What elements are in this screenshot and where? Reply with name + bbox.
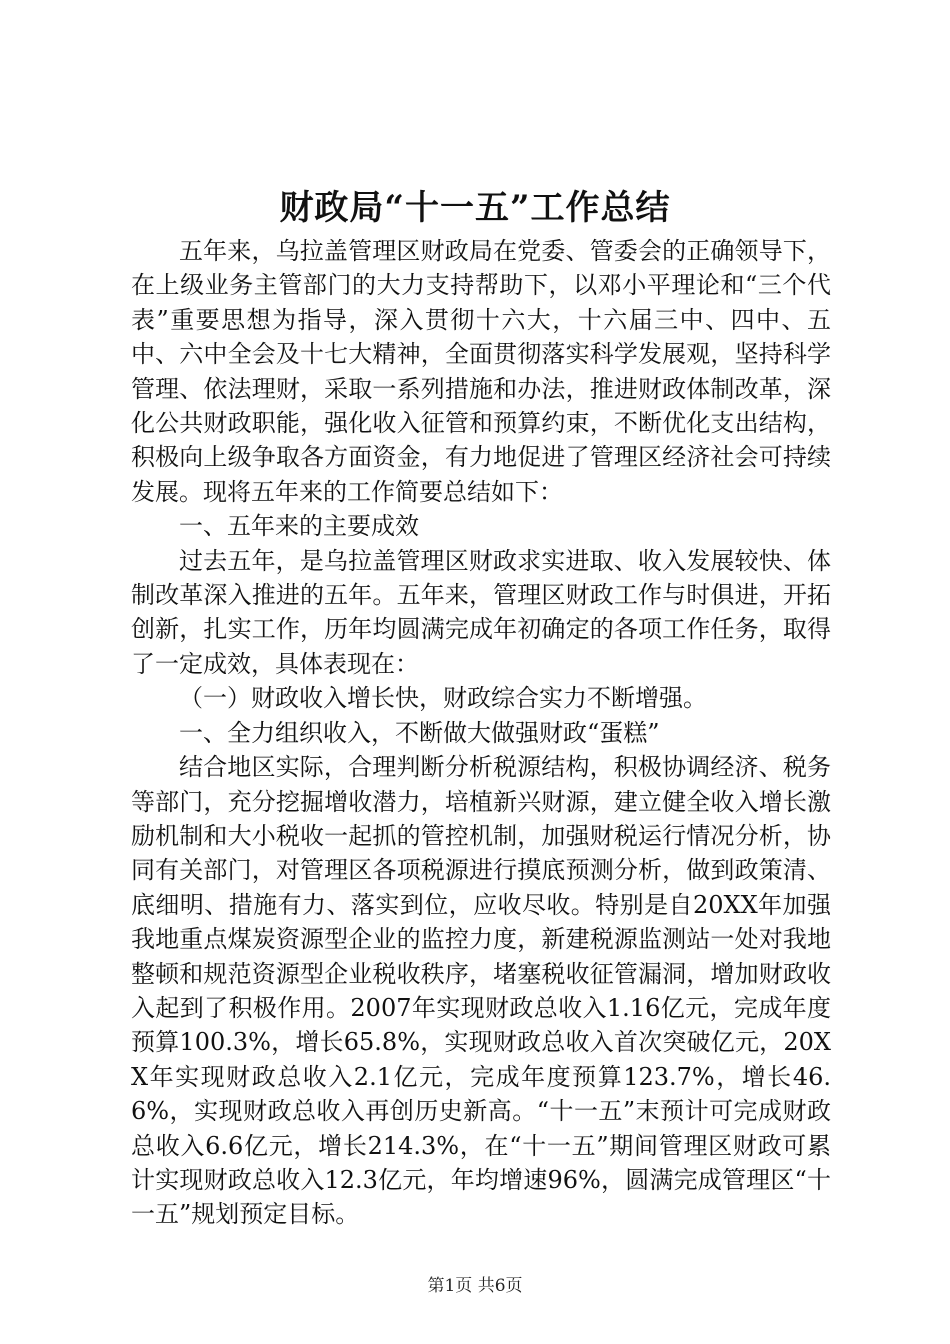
page-footer xyxy=(0,1275,950,1297)
paragraph-intro: 五年来，乌拉盖管理区财政局在党委、管委会的正确领导下，在上级业务主管部门的大力支持帮助下，以邓小平理论和“三个代表”重要思想为指导，深入贯彻十六大，十六届三中、四中、五中、六中全会及十七大精神，全面贯彻落实科学发展观，坚持科学管理、依法理财，采取一系列措施和办法，推进财政体制改革，深化公共财政职能，强化收入征管和预算约束，不断优化支出结构，积极向上级争取各方面资金，有力地促进了管理区经济社会可持续发展。现将五年来的工作简要总结如下： xyxy=(131,237,831,506)
page-number: 第1页 xyxy=(427,1276,473,1296)
item-heading: 一、全力组织收入，不断做大做强财政“蛋糕” xyxy=(179,718,660,747)
section-heading: 一、五年来的主要成效 xyxy=(179,512,419,541)
paragraph-revenue: 结合地区实际，合理判断分析税源结构，积极协调经济、税务等部门，充分挖掘增收潜力，培植新兴财源，建立健全收入增长激励机制和大小税收一起抓的管控机制，加强财税运行情况分析，协同有关部门，对管理区各项税源进行摸底预测分析，做到政策清、底细明、措施有力、落实到位，应收尽收。特别是自20XX年加强我地重点煤炭资源型企业的监控力度，新建税源监测站一处对我地整顿和规范资源型企业税收秩序，堵塞税收征管漏洞，增加财政收入起到了积极作用。2007年实现财政总收入1.16亿元，完成年度预算100.3%，增长65.8%，实现财政总收入首次突破亿元，20XX年实现财政总收入2.1亿元，完成年度预算123.7%，增长46.6%，实现财政总收入再创历史新高。“十一五”末预计可完成财政总收入6.6亿元，增长214.3%，在“十一五”期间管理区财政可累计实现财政总收入12.3亿元，年均增速96%，圆满完成管理区“十一五”规划预定目标。 xyxy=(131,753,831,1229)
document-body xyxy=(131,234,831,1232)
paragraph-overview: 过去五年，是乌拉盖管理区财政求实进取、收入发展较快、体制改革深入推进的五年。五年来，管理区财政工作与时俱进，开拓创新，扎实工作，历年均圆满完成年初确定的各项工作任务，取得了一定成效，具体表现在： xyxy=(131,546,831,678)
subsection-heading: （一）财政收入增长快，财政综合实力不断增强。 xyxy=(179,684,707,713)
page-total: 共6页 xyxy=(477,1276,523,1296)
document-title: 财政局“十一五”工作总结 xyxy=(279,188,671,228)
